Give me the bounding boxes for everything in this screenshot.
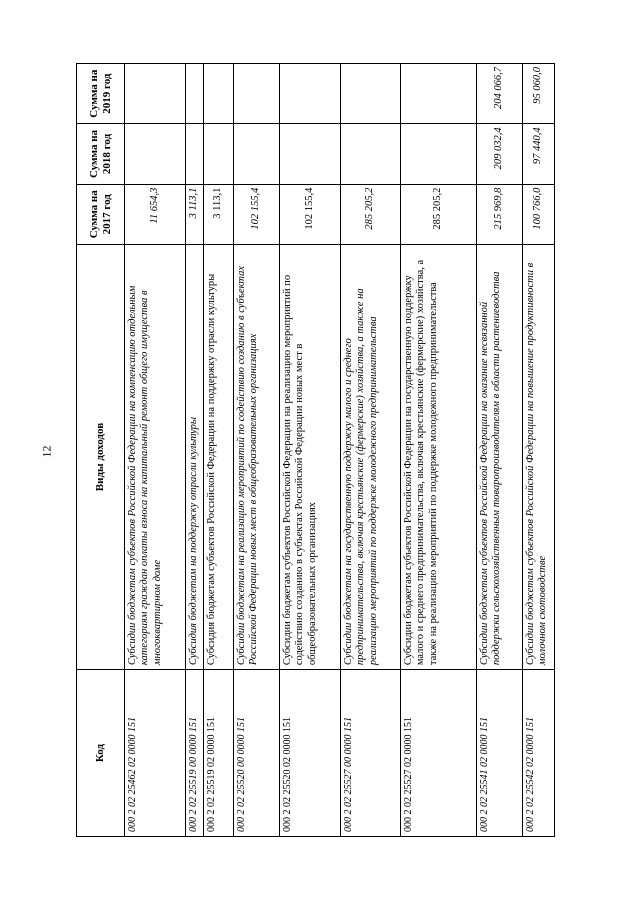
row-sum-2018 <box>204 124 234 184</box>
row-sum-2017: 102 155,4 <box>280 184 341 244</box>
budget-table-rotated <box>76 63 549 837</box>
table-row <box>125 64 186 837</box>
row-sum-2019 <box>204 64 234 124</box>
row-sum-2018: 209 032,4 <box>477 124 523 184</box>
row-sum-2018 <box>125 124 186 184</box>
row-sum-2018 <box>341 124 401 184</box>
row-code: 000 2 02 25520 00 0000 151 <box>234 670 280 837</box>
header-name: Виды доходов <box>77 244 125 669</box>
row-sum-2019 <box>186 64 204 124</box>
table-row <box>186 64 204 837</box>
row-code: 000 2 02 25519 00 0000 151 <box>186 670 204 837</box>
table-row <box>280 64 341 837</box>
row-code: 000 2 02 25542 02 0000 151 <box>523 670 555 837</box>
row-sum-2017: 285 205,2 <box>401 184 477 244</box>
page-number: 12 <box>39 445 54 457</box>
row-sum-2019 <box>234 64 280 124</box>
row-name: Субсидии бюджетам субъектов Российской Федерации на реализацию мероприятий по содействию созданию в субъектах Российской Федерации новых мест в общеобразовательных организациях <box>280 244 341 669</box>
row-sum-2017: 215 969,8 <box>477 184 523 244</box>
row-sum-2019: 204 066,7 <box>477 64 523 124</box>
table-row <box>341 64 401 837</box>
row-name: Субсидии бюджетам субъектов Российской Федерации на компенсацию отдельным категориям граждан оплаты взноса на капитальный ремонт общего имущества в многоквартирном доме <box>125 244 186 669</box>
table-row <box>401 64 477 837</box>
row-sum-2017: 102 155,4 <box>234 184 280 244</box>
row-name: Субсидия бюджетам субъектов Российской Федерации на поддержку отрасли культуры <box>204 244 234 669</box>
header-code: Код <box>77 670 125 837</box>
row-sum-2018 <box>401 124 477 184</box>
row-sum-2018 <box>186 124 204 184</box>
row-sum-2019 <box>280 64 341 124</box>
row-name: Субсидии бюджетам на реализацию мероприятий по содействию созданию в субъектах Российской Федерации новых мест в общеобразовательных организациях <box>234 244 280 669</box>
row-code: 000 2 02 25527 02 0000 151 <box>401 670 477 837</box>
row-code: 000 2 02 25527 00 0000 151 <box>341 670 401 837</box>
table-row <box>523 64 555 837</box>
row-sum-2017: 285 205,2 <box>341 184 401 244</box>
header-sum-2017: Сумма на 2017 год <box>77 184 125 244</box>
row-sum-2017: 100 766,0 <box>523 184 555 244</box>
table-row <box>477 64 523 837</box>
row-code: 000 2 02 25462 02 0000 151 <box>125 670 186 837</box>
row-code: 000 2 02 25520 02 0000 151 <box>280 670 341 837</box>
row-code: 000 2 02 25541 02 0000 151 <box>477 670 523 837</box>
header-sum-2019: Сумма на 2019 год <box>77 64 125 124</box>
row-name: Субсидии бюджетам субъектов Российской Федерации на государственную поддержку малого и среднего предпринимательства, включая крестьянские (фермерские) хозяйства, а также на реализацию мероприятий по поддержке молодежного предпринимательства <box>401 244 477 669</box>
row-sum-2018 <box>234 124 280 184</box>
row-name: Субсидия бюджетам на поддержку отрасли культуры <box>186 244 204 669</box>
table-row <box>204 64 234 837</box>
header-sum-2018: Сумма на 2018 год <box>77 124 125 184</box>
row-name: Субсидии бюджетам на государственную поддержку малого и среднего предпринимательства, включая крестьянские (фермерские) хозяйства, а также на реализацию мероприятий по поддержке молодежного предпринимательства <box>341 244 401 669</box>
row-name: Субсидии бюджетам субъектов Российской Федерации на повышение продуктивности в молочном скотоводстве <box>523 244 555 669</box>
row-sum-2019 <box>341 64 401 124</box>
row-sum-2017: 11 654,3 <box>125 184 186 244</box>
row-sum-2019 <box>125 64 186 124</box>
row-sum-2018: 97 440,4 <box>523 124 555 184</box>
table-header-row <box>77 64 125 837</box>
row-sum-2019 <box>401 64 477 124</box>
row-name: Субсидии бюджетам субъектов Российской Федерации на оказание несвязанной поддержки сельскохозяйственным товаропроизводителям в области растениеводства <box>477 244 523 669</box>
budget-revenue-table <box>76 63 555 837</box>
row-sum-2019: 95 060,0 <box>523 64 555 124</box>
row-sum-2017: 3 113,1 <box>204 184 234 244</box>
row-sum-2017: 3 113,1 <box>186 184 204 244</box>
table-row <box>234 64 280 837</box>
row-sum-2018 <box>280 124 341 184</box>
row-code: 000 2 02 25519 02 0000 151 <box>204 670 234 837</box>
